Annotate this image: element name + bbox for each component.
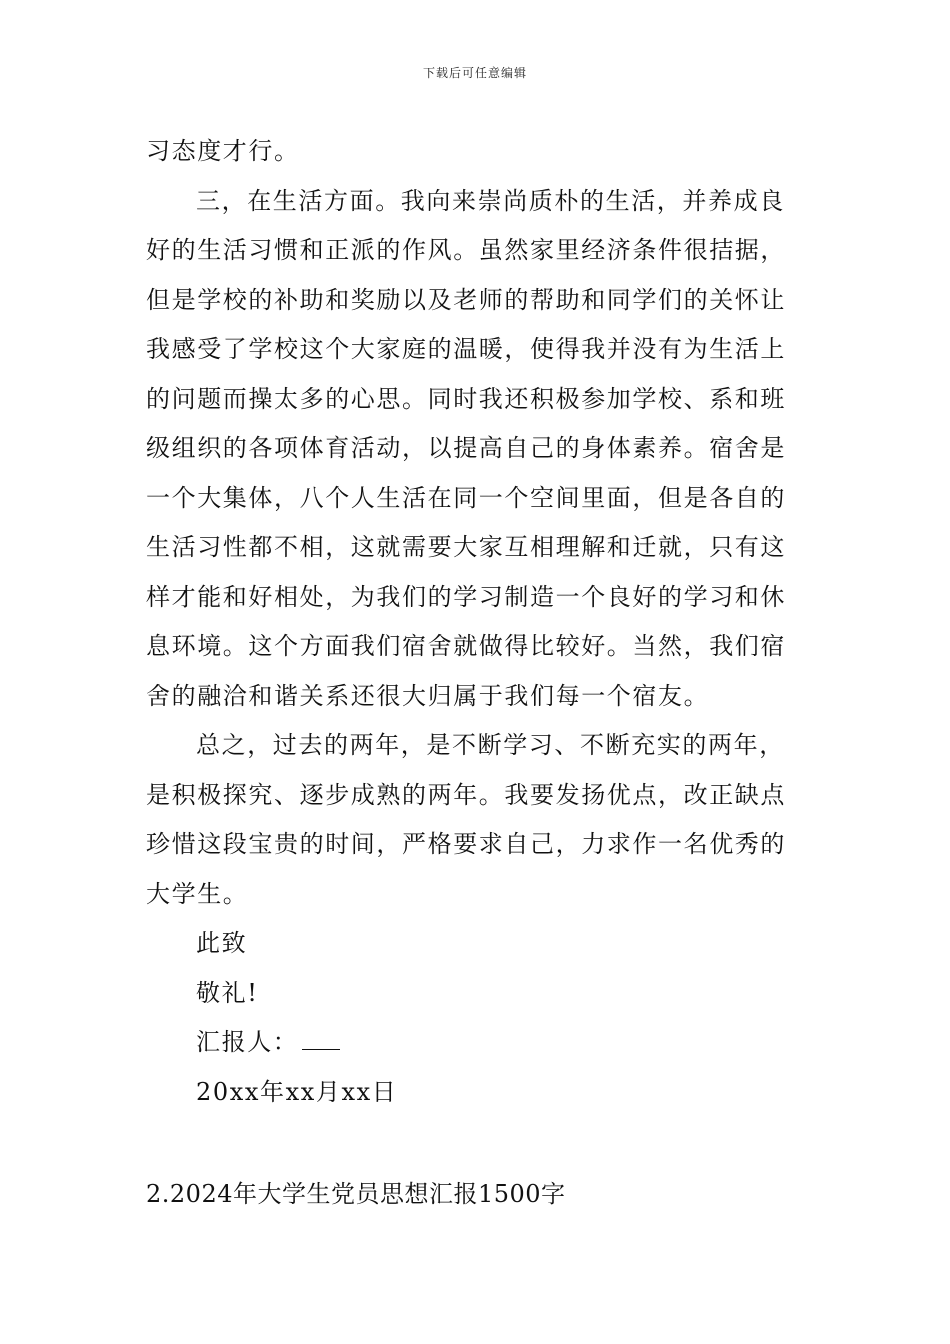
paragraph-line: 级组织的各项体育活动，以提高自己的身体素养。宿舍是 [146, 434, 786, 462]
paragraph-line: 样才能和好相处，为我们的学习制造一个良好的学习和休 [146, 582, 786, 611]
paragraph-line: 总之，过去的两年，是不断学习、不断充实的两年， [196, 731, 785, 759]
paragraph-line: 的问题而操太多的心思。同时我还积极参加学校、系和班 [146, 384, 786, 413]
paragraph-line: 我感受了学校这个大家庭的温暖，使得我并没有为生活上 [146, 335, 786, 363]
closing-salute-2: 敬礼! [196, 978, 259, 1007]
paragraph-line: 好的生活习惯和正派的作风。虽然家里经济条件很拮据， [146, 236, 786, 264]
closing-salute-1: 此致 [196, 929, 248, 957]
paragraph-line: 珍惜这段宝贵的时间，严格要求自己，力求作一名优秀的 [146, 830, 786, 858]
paragraph-line: 三，在生活方面。我向来崇尚质朴的生活，并养成良 [196, 186, 785, 215]
paragraph-line: 但是学校的补助和奖励以及老师的帮助和同学们的关怀让 [146, 285, 786, 314]
paragraph-line: 息环境。这个方面我们宿舍就做得比较好。当然，我们宿 [146, 632, 786, 660]
paragraph-line: 舍的融洽和谐关系还很大归属于我们每一个宿友。 [146, 681, 710, 710]
paragraph-line: 习态度才行。 [146, 137, 300, 165]
paragraph-line: 生活习性都不相，这就需要大家互相理解和迁就，只有这 [146, 533, 786, 561]
signature-blank [302, 1027, 340, 1050]
paragraph-line: 一个大集体，八个人生活在同一个空间里面，但是各自的 [146, 483, 786, 512]
header-note: 下载后可任意编辑 [422, 66, 527, 80]
section-title: 2.2024年大学生党员思想汇报1500字 [146, 1180, 566, 1208]
document-body [146, 127, 806, 1117]
report-date: 20xx年xx月xx日 [196, 1077, 398, 1106]
reporter-label: 汇报人： [196, 1028, 299, 1056]
paragraph-line: 大学生。 [146, 879, 249, 908]
reporter-line [146, 1018, 806, 1068]
paragraph-line: 是积极探究、逐步成熟的两年。我要发扬优点，改正缺点 [146, 780, 786, 809]
